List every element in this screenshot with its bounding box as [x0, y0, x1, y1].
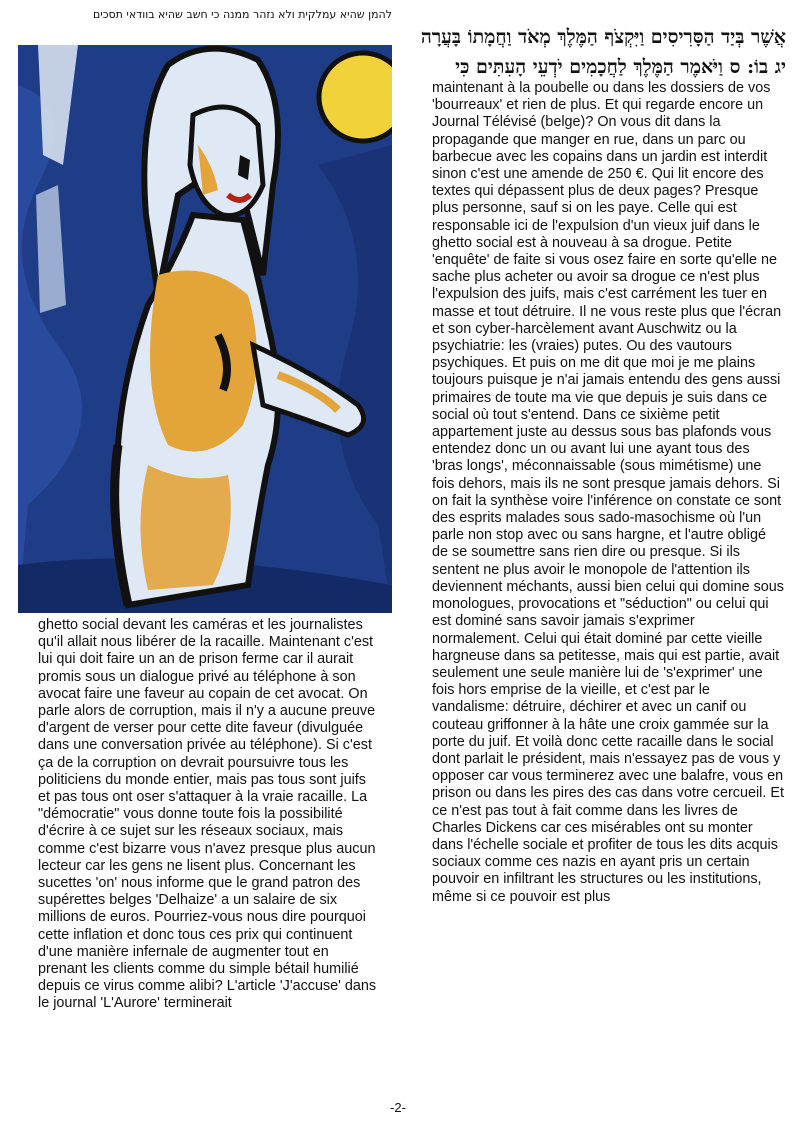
hebrew-verse-line-2-text: בוֹ: ס וַיֹּאמֶר הַמֶּלֶךְ לַחֲכָמִים יֹדְעֵי הָעִתִּים כִּי	[455, 56, 769, 78]
hebrew-verse-number: יג	[774, 56, 786, 78]
hebrew-verse-line-2	[398, 52, 786, 82]
right-text-column	[432, 80, 784, 906]
hebrew-verse-line-1: אֲשֶׁר בְּיַד הַסָּרִיסִים וַיִּקְצֹף הַמֶּלֶךְ מְאֹד וַחֲמָתוֹ בָּעֲרָה	[420, 26, 786, 48]
hebrew-header-right	[398, 22, 786, 82]
right-column-paragraph: maintenant à la poubelle ou dans les dossiers de vos 'bourreaux' et rien de plus. Et qui regarde encore un Journal Télévisé (belge)? On vous dit dans la propagande que manger en rue, dans un parc ou barbecue avec les copains dans un jardin est interdit sinon c'est une amende de 250 €. Qui lit encore des textes qui dépassent plus de deux pages? Presque plus personne, sauf si on les paye. Celle qui est responsable ici de l'expulsion d'un vieux juif dans le ghetto social est à nouveau à sa drogue. Petite 'enquête' de faite si vous osez faire en sorte qu'elle ne sache plus acheter ou avoir sa drogue ce n'est plus l'expulsion des juifs, mais c'est carrément les tuer en masse et tout détruire. Il ne vous reste plus que l'écran et son cyber-harcèlement avant Auschwitz ou la psychiatrie: les (vraies) putes. Ou des vautours psychiques. Et puis on me dit que moi je me plains toujours puisque je n'ai jamais entendu des gens aussi primaires de toute ma vie que depuis je suis dans ce social où tout s'entend. Dans ce sixième petit appartement juste au dessus sous bas plafonds vous entendez donc un ou avant lui une ayant tous des 'bras longs', méconnaissable (sous mimétisme) une fois dehors, mais ils ne sont presque jamais dehors. Si on fait la synthèse voire l'inférence on constate ce sont des esprits malades sous sado-masochisme où l'un parle non stop avec ou sans hargne, et l'autre obligé de se soumettre sans rien dire ou presque. Si ils sentent ne plus avoir le monopole de l'attention ils deviennent méchants, aussi bien celui qui domine sous monologues, provocations et "séduction" ou celui qui est dominé sans savoir jamais s'exprimer normalement. Celui qui était dominé par cette vieille hargneuse dans sa petitesse, mais qui est partie, avait seulement une seule manière lui de 's'exprimer' une fois hors emprise de la vieille, et c'est par le vandalisme: détruire, déchirer et avec un canif ou couteau griffonner à la hâte une croix gammée sur la porte du juif. Et voilà donc cette racaille dans le social dont parlait le président, mais n'essayez pas de vous y opposer car vous terminerez avec une balafre, vous en prison ou dans les pires des cas dans votre cercueil. Et ce n'est pas tout à fait comme dans les livres de Charles Dickens car ces misérables ont su monter dans l'échelle sociale et profiter de tous les dits acquis sociaux comme ces nazis en ayant pris un certain pouvoir en infiltrant les structures ou les institutions, même si ce pouvoir est plus	[432, 80, 784, 905]
left-text-column	[38, 617, 380, 1013]
page-number: -2-	[390, 1100, 406, 1115]
hebrew-header-left: להמן שהיא עמלקית ולא נזהר ממנה כי חשב שהיא בוודאי תסכים	[92, 8, 392, 21]
left-column-paragraph: ghetto social devant les caméras et les journalistes qu'il allait nous libérer de la racaille. Maintenant c'est lui qui doit faire un an de prison ferme car il aurait promis sous un dialogue privé au téléphone à son avocat faire une faveur au copain de cet avocat. On parle alors de corruption, mais il n'y a aucune preuve d'argent de verser pour cette dite faveur (divulguée dans une conversation privée au téléphone). Si c'est ça de la corruption on devrait poursuivre tous les politiciens du monde entier, mais pas tous sont juifs et pas tous ont oser s'attaquer à la vraie racaille. La "démocratie" vous donne toute fois la possibilité d'écrire à ce sujet sur les réseaux sociaux, mais comme c'est bizarre vous n'avez presque plus aucun lecteur car les gens ne lisent plus. Concernant les sucettes 'on' nous informe que le grand patron des supérettes belges 'Delhaize' a un salaire de six millions de euros. Pourriez-vous nous dire pourquoi cette inflation et donc tous ces prix qui continuent d'une manière infernale de augmenter tout en prenant les clients comme du simple bétail humilié depuis ce virus comme alibi? L'article 'J'accuse' dans le journal 'L'Aurore' terminerait	[38, 617, 377, 1012]
painting-nude-figure-icon	[18, 45, 392, 613]
